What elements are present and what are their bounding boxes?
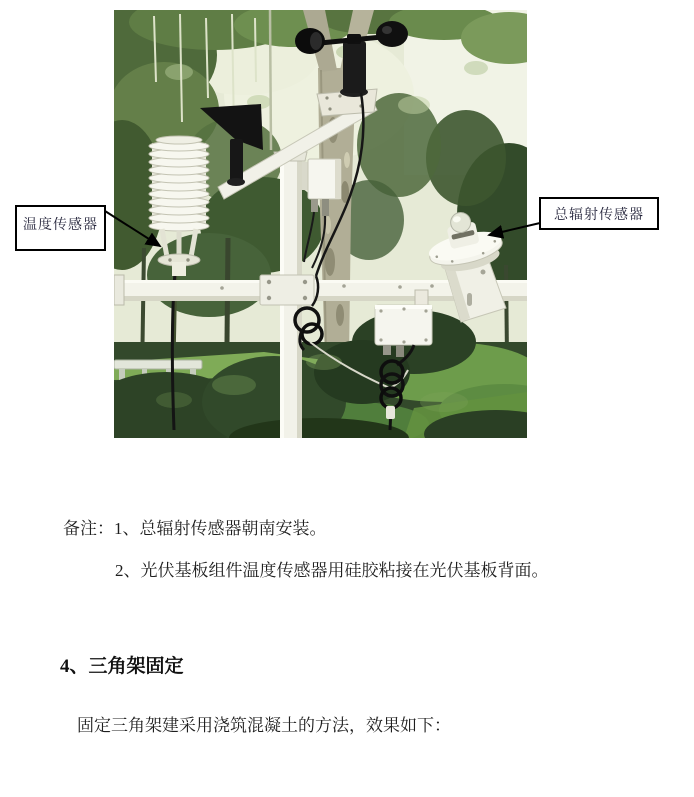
note-line-1: 备注：1、总辐射传感器朝南安装。	[63, 519, 327, 538]
weather-station-photo	[114, 10, 527, 438]
note-line-2: 2、光伏基板组件温度传感器用硅胶粘接在光伏基板背面。	[115, 561, 549, 580]
callout-radiation-sensor	[539, 197, 659, 230]
callout-temperature-label: 温度传感器	[23, 218, 98, 233]
callout-temperature-sensor	[15, 205, 106, 251]
section-body: 固定三角架建采用浇筑混凝土的方法，效果如下：	[77, 716, 451, 735]
callout-radiation-label: 总辐射传感器	[554, 207, 644, 223]
section-heading: 4、三角架固定	[60, 656, 184, 677]
